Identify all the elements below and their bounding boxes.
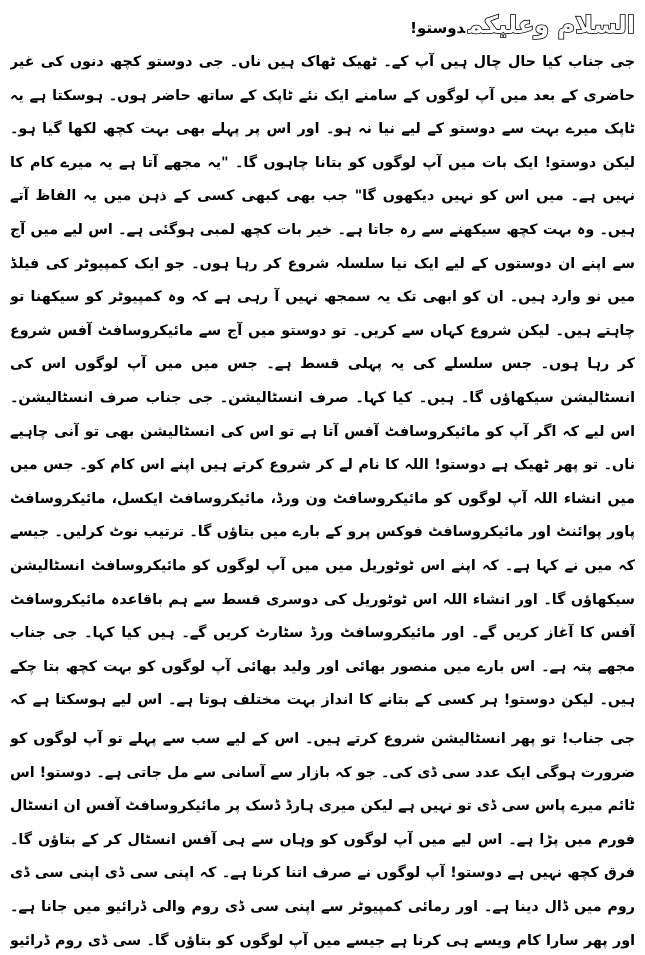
paragraph-introduction-text: جی جناب کیا حال چال ہیں آپ کے۔ ٹھیک ٹھاک ہیں ناں۔ جی دوستو کچھ دنوں کی غیر حاضری کے بعد میں آپ لوگوں کے سامنے ایک نئے ٹاپک کے ساتھ حاضر ہوں۔ ہوسکتا ہے یہ ٹاپک میرے بہت سے دوستو کے لیے نیا نہ ہو۔ اور اس پر پہلے بھی بہت کچھ لکھا گیا ہو۔ لیکن دوستو! ایک بات میں آپ لوگوں کو بتانا چاہوں گا۔ "یہ مجھے آتا ہے یہ میرے کام کا نہیں ہے۔ میں اس کو نہیں دیکھوں گا" جب بھی کبھی کسی کے ذہن میں یہ الفاظ آتے ہیں۔ وہ بہت کچھ سیکھنے سے رہ جاتا ہے۔ خیر بات کچھ لمبی ہوگئی ہے۔ اس لیے میں آج سے اپنے ان دوستوں کے لیے ایک نیا سلسلہ شروع کر رہا ہوں۔ جو ایک کمپیوٹر کی فیلڈ میں نو وارد ہیں۔ ان کو ابھی تک یہ سمجھ نہیں آ رہی ہے کہ وہ کمپیوٹر کو سیکھنا تو چاہتے ہیں۔ لیکن شروع کہاں سے کریں۔ تو دوستو میں آج سے مائیکروسافٹ آفس شروع کر رہا ہوں۔ جس سلسلے کی یہ پہلی قسط ہے۔ جس میں میں آپ لوگوں اس کی انسٹالیشن سیکھاؤں گا۔ ہیں۔ کیا کہا۔ صرف انسٹالیشن۔ جی جناب صرف انسٹالیشن۔ اس لیے کہ اگر آپ کو مائیکروسافٹ آفس آتا ہے تو اس کی انسٹالیشن بھی تو آنی چاہیے ناں۔ تو پھر ٹھیک ہے دوستو! اللہ کا نام لے کر شروع کرتے ہیں اپنے اس کام کو۔ جس میں میں انشاء اللہ آپ لوگوں کو مائیکروسافٹ ون ورڈ، مائیکروسافٹ ایکسل، مائیکروسافٹ پاور پوائنٹ اور مائیکروسافٹ فوکس پرو کے بارے میں بتاؤں گا۔ ترتیب نوٹ کرلیں۔ جیسے کہ میں نے کہا ہے۔ کہ اپنے اس ٹوٹوریل میں میں آپ لوگوں کو مائیکروسافٹ انسٹالیشن سیکھاؤں گا۔ اور انشاء اللہ اس ٹوٹوریل کی دوسری قسط سے ہم باقاعدہ مائیکروسافٹ آفس کا آغاز کریں گے۔ اور مائیکروسافٹ ورڈ سٹارٹ کریں گے۔ ہیں کیا کہا۔ جی جناب مجھے پتہ ہے۔ اس بارے میں منصور بھائی اور ولید بھائی آپ لوگوں کو بہت کچھ بتا چکے ہیں۔ لیکن دوستو! ہر کسی کے بتانے کا انداز بہت مختلف ہوتا ہے۔ اس لیے ہوسکتا ہے کہ — [10, 54, 635, 709]
paragraph-installation-text: جی جناب! تو پھر انسٹالیشن شروع کرتے ہیں۔ اس کے لیے سب سے پہلے تو آپ لوگوں کو ضرورت ہوگی ایک عدد سی ڈی کی۔ جو کہ بازار سے آسانی سے مل جاتی ہے۔ دوستو! اس ٹائم میرے پاس سی ڈی تو نہیں ہے لیکن میری ہارڈ ڈسک پر مائیکروسافٹ آفس ان انسٹال فورم میں پڑا ہے۔ اس لیے میں آپ لوگوں کو وہاں سے ہی آفس انسٹال کر کے بتاؤں گا۔ فرق کچھ نہیں ہے دوستو! آپ لوگوں نے صرف اتنا کرنا ہے۔ کہ اپنی سی ڈی اپنی سی ڈی روم میں ڈال دینا ہے۔ اور رمائی کمپیوٹر سے اپنی سی ڈی روم والی ڈرائیو میں جانا ہے۔ اور پھر سارا کام ویسے ہی کرنا ہے جیسے میں آپ لوگوں کو بتاؤں گا۔ سی ڈی روم ڈرائیو — [10, 731, 635, 949]
greeting-heading — [10, 6, 635, 44]
heading-title: السلام وعلیکم — [468, 11, 635, 39]
paragraph-installation — [10, 723, 635, 955]
paragraph-introduction — [10, 46, 635, 718]
heading-tail: دوستو! — [410, 19, 466, 37]
